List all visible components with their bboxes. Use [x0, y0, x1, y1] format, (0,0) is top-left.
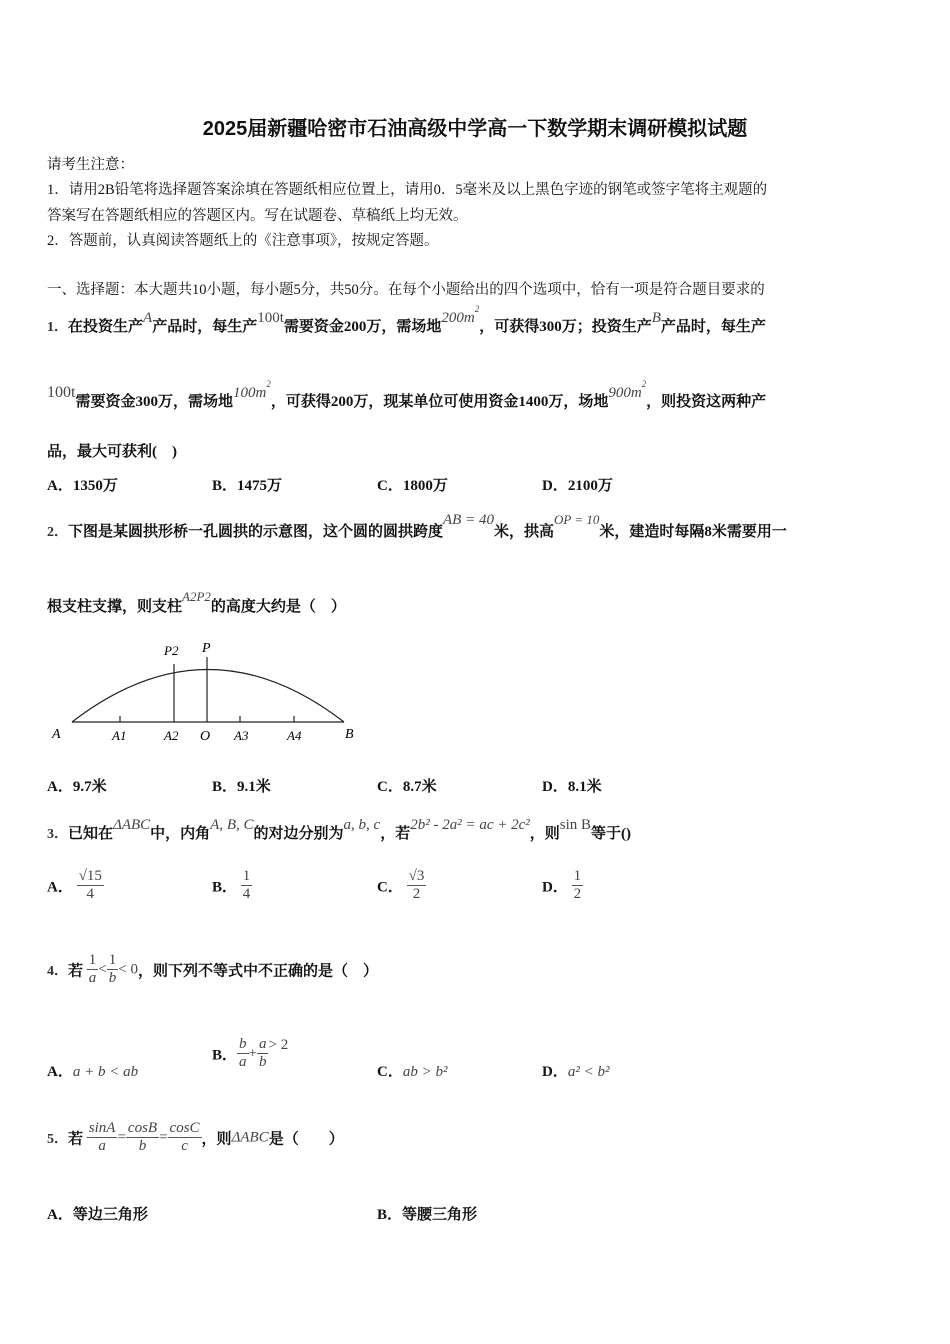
q3-math-equation: 2b² - 2a² = ac + 2c²	[410, 817, 530, 833]
fraction-numerator: cosC	[168, 1120, 202, 1138]
fraction-numerator: sinA	[87, 1120, 118, 1138]
q1-math-200m: $200m^2$	[441, 304, 480, 326]
question-1-number: 1．	[47, 320, 68, 335]
q3-math-abc: ΔABC	[113, 817, 151, 833]
q1-math-200m-text: 200m	[441, 310, 475, 326]
q1-text: 产品时，每生产	[152, 319, 258, 335]
q4-option-b-fraction-1	[237, 1036, 249, 1072]
notice-item-1-line-2: 答案写在答题纸相应的答题区内。写在试题卷、草稿纸上均无效。	[47, 208, 468, 224]
question-3-line	[47, 817, 632, 843]
label-a1: A1	[112, 728, 127, 743]
q1-text: 需要资金300万，需场地	[75, 394, 233, 410]
q5-fraction-cosc-over-c	[168, 1120, 202, 1156]
page-title: 2025届新疆哈密市石油高级中学高一下数学期末调研模拟试题	[202, 118, 748, 140]
q2-option-a[interactable]: A．9.7米	[47, 779, 107, 795]
q1-text: ，则投资这两种产	[646, 394, 767, 410]
equals-sign: =	[159, 1129, 168, 1146]
fraction-denominator: b	[138, 1138, 147, 1155]
label-b: B	[345, 727, 354, 742]
q3-option-b[interactable]	[212, 868, 252, 904]
equals-sign: =	[117, 1129, 126, 1146]
label-a4: A4	[287, 728, 302, 743]
q3-option-a[interactable]	[47, 868, 104, 904]
question-5-number: 5．	[47, 1131, 68, 1147]
q4-option-a[interactable]	[47, 1060, 138, 1081]
q5-option-a[interactable]: A．等边三角形	[47, 1207, 148, 1223]
question-4-line	[47, 952, 378, 988]
notice-item-2: 2．答题前，认真阅读答题纸上的《注意事项》，按规定答题。	[47, 233, 439, 249]
q1-math-100m-text: 100m	[232, 385, 267, 401]
q4-option-b-fraction-2	[257, 1036, 269, 1072]
q4-fraction-1-over-a	[87, 952, 99, 988]
q4-option-a-label: A．	[47, 1064, 73, 1080]
question-5-line	[47, 1120, 344, 1156]
q2-option-d[interactable]: D．8.1米	[542, 779, 602, 795]
q4-option-a-math: a + b < ab	[72, 1064, 139, 1080]
q3-option-b-label: B．	[212, 879, 238, 896]
q3-option-a-label: A．	[47, 879, 73, 896]
q1-option-d[interactable]: D．2100万	[542, 478, 613, 494]
fraction-denominator: a	[239, 1054, 247, 1071]
q3-math-sides: a, b, c	[343, 817, 381, 833]
fraction-denominator: 2	[573, 886, 582, 903]
fraction-numerator: √3	[407, 868, 427, 886]
q2-text: 下图是某圆拱形桥一孔圆拱的示意图，这个圆的圆拱跨度	[68, 524, 444, 540]
q1-math-100m: $100m^2$	[232, 379, 271, 401]
q3-text: ，则	[529, 826, 560, 842]
plus-sign: +	[248, 1045, 257, 1062]
q3-option-d[interactable]	[542, 868, 583, 904]
q2-math-ab: AB = 40	[443, 512, 494, 528]
q5-text: 是（ ）	[268, 1131, 344, 1148]
q3-text: 等于()	[591, 826, 632, 842]
q1-text: ，可获得200万，现某单位可使用资金1400万，场地	[270, 394, 609, 410]
q3-option-b-fraction	[241, 868, 253, 904]
q3-math-sinb: sin B	[559, 817, 592, 833]
fraction-numerator: 1	[87, 952, 99, 970]
q1-option-a[interactable]: A．1350万	[47, 478, 118, 494]
q1-text: 需要资金200万，需场地	[283, 319, 442, 335]
q4-option-c-label: C．	[377, 1064, 403, 1080]
q4-fraction-1-over-b	[107, 952, 119, 988]
q2-text: 米，拱高	[493, 524, 554, 540]
fraction-denominator: a	[88, 970, 97, 987]
q4-option-c-math: ab > b²	[402, 1064, 448, 1080]
label-a3: A3	[234, 728, 249, 743]
q4-less-than: <	[98, 961, 107, 978]
notice-item-1-line-1: 1．请用2B铅笔将选择题答案涂填在答题纸相应位置上，请用0．5毫米及以上黑色字迹的钢笔或签字笔将主观题的	[47, 182, 768, 198]
q3-math-angles: A, B, C	[210, 817, 254, 833]
q4-option-b[interactable]	[212, 1036, 288, 1072]
fraction-numerator: √15	[77, 868, 104, 886]
q5-fraction-sina-over-a	[87, 1120, 118, 1156]
label-a: A	[52, 727, 61, 742]
label-o: O	[200, 729, 211, 744]
q1-math-100t-2: 100t	[47, 384, 76, 401]
q1-math-a: A	[143, 310, 153, 326]
fraction-denominator: 2	[412, 886, 421, 903]
q3-option-c-label: C．	[377, 879, 403, 896]
q3-text: 中，内角	[150, 826, 211, 842]
q2-text: 根支柱支撑，则支柱	[47, 599, 183, 615]
label-a2: A2	[164, 728, 179, 743]
section-heading: 一、选择题：本大题共10小题，每小题5分，共50分。在每个小题给出的四个选项中，恰有一项是符合题目要求的	[47, 282, 765, 298]
fraction-numerator: 1	[572, 868, 584, 886]
question-3-number: 3．	[47, 827, 68, 842]
q4-text: 若	[68, 963, 84, 980]
q5-fraction-cosb-over-b	[126, 1120, 159, 1156]
question-1-line-1	[47, 304, 766, 336]
q1-math-900m: $900m^2$	[608, 379, 647, 401]
fraction-denominator: 4	[242, 886, 251, 903]
q4-text: ，则下列不等式中不正确的是（ ）	[137, 963, 378, 980]
fraction-denominator: c	[181, 1138, 188, 1155]
q2-text: 的高度大约是（ ）	[210, 599, 346, 615]
question-2-line-1	[47, 512, 787, 541]
q1-text: ，可获得300万；投资生产	[479, 319, 652, 335]
question-1-line-3: 品，最大可获利( )	[47, 444, 177, 460]
q4-option-d-label: D．	[542, 1064, 568, 1080]
q2-text: 米，建造时每隔8米需要用一	[599, 524, 787, 540]
arch-bridge-diagram	[44, 636, 364, 748]
q4-option-c[interactable]	[377, 1060, 447, 1081]
q5-option-b[interactable]: B．等腰三角形	[377, 1207, 478, 1223]
fraction-numerator: b	[237, 1036, 249, 1054]
question-2-line-2	[47, 589, 346, 616]
fraction-denominator: b	[258, 1054, 267, 1071]
fraction-numerator: 1	[241, 868, 253, 886]
q4-option-d-math: a² < b²	[567, 1064, 610, 1080]
q3-text: 的对边分别为	[253, 826, 344, 842]
fraction-numerator: a	[257, 1036, 269, 1054]
q1-option-c[interactable]: C．1800万	[377, 478, 448, 494]
q3-option-d-fraction	[572, 868, 584, 904]
q1-text: 在投资生产	[68, 319, 144, 335]
q5-math-abc: ΔABC	[231, 1129, 269, 1146]
q3-option-a-fraction	[77, 868, 104, 904]
q4-option-b-greater-than: > 2	[268, 1037, 289, 1054]
label-p: P	[202, 641, 211, 656]
q3-option-d-label: D．	[542, 879, 568, 896]
q2-option-c[interactable]: C．8.7米	[377, 779, 437, 795]
q2-math-a2p2: A2P2	[182, 589, 211, 604]
notice-header: 请考生注意：	[47, 157, 134, 173]
q3-text: 已知在	[68, 826, 114, 842]
q1-math-b: B	[651, 310, 661, 326]
q1-option-b[interactable]: B．1475万	[212, 478, 283, 494]
q5-text: 若	[68, 1131, 84, 1148]
q4-less-than-zero: < 0	[118, 961, 138, 978]
q3-option-c-fraction	[407, 868, 427, 904]
q2-option-b[interactable]: B．9.1米	[212, 779, 271, 795]
q3-option-c[interactable]	[377, 868, 426, 904]
question-4-number: 4．	[47, 963, 68, 979]
q5-text: ，则	[201, 1131, 232, 1148]
q3-text: ，若	[380, 826, 411, 842]
q4-option-b-label: B．	[212, 1047, 238, 1064]
fraction-denominator: a	[98, 1138, 106, 1155]
q1-math-100t: 100t	[257, 310, 284, 326]
question-1-line-2	[47, 379, 767, 411]
q1-text: 产品时，每生产	[660, 319, 766, 335]
label-p2: P2	[164, 643, 179, 658]
fraction-numerator: 1	[107, 952, 119, 970]
fraction-numerator: cosB	[126, 1120, 159, 1138]
question-2-number: 2．	[47, 525, 68, 540]
fraction-denominator: b	[108, 970, 117, 987]
fraction-denominator: 4	[86, 886, 94, 903]
arch-curve	[72, 670, 344, 723]
q1-math-900m-text: 900m	[608, 385, 642, 401]
q2-math-op: OP = 10	[553, 512, 600, 527]
q4-option-d[interactable]	[542, 1060, 609, 1081]
